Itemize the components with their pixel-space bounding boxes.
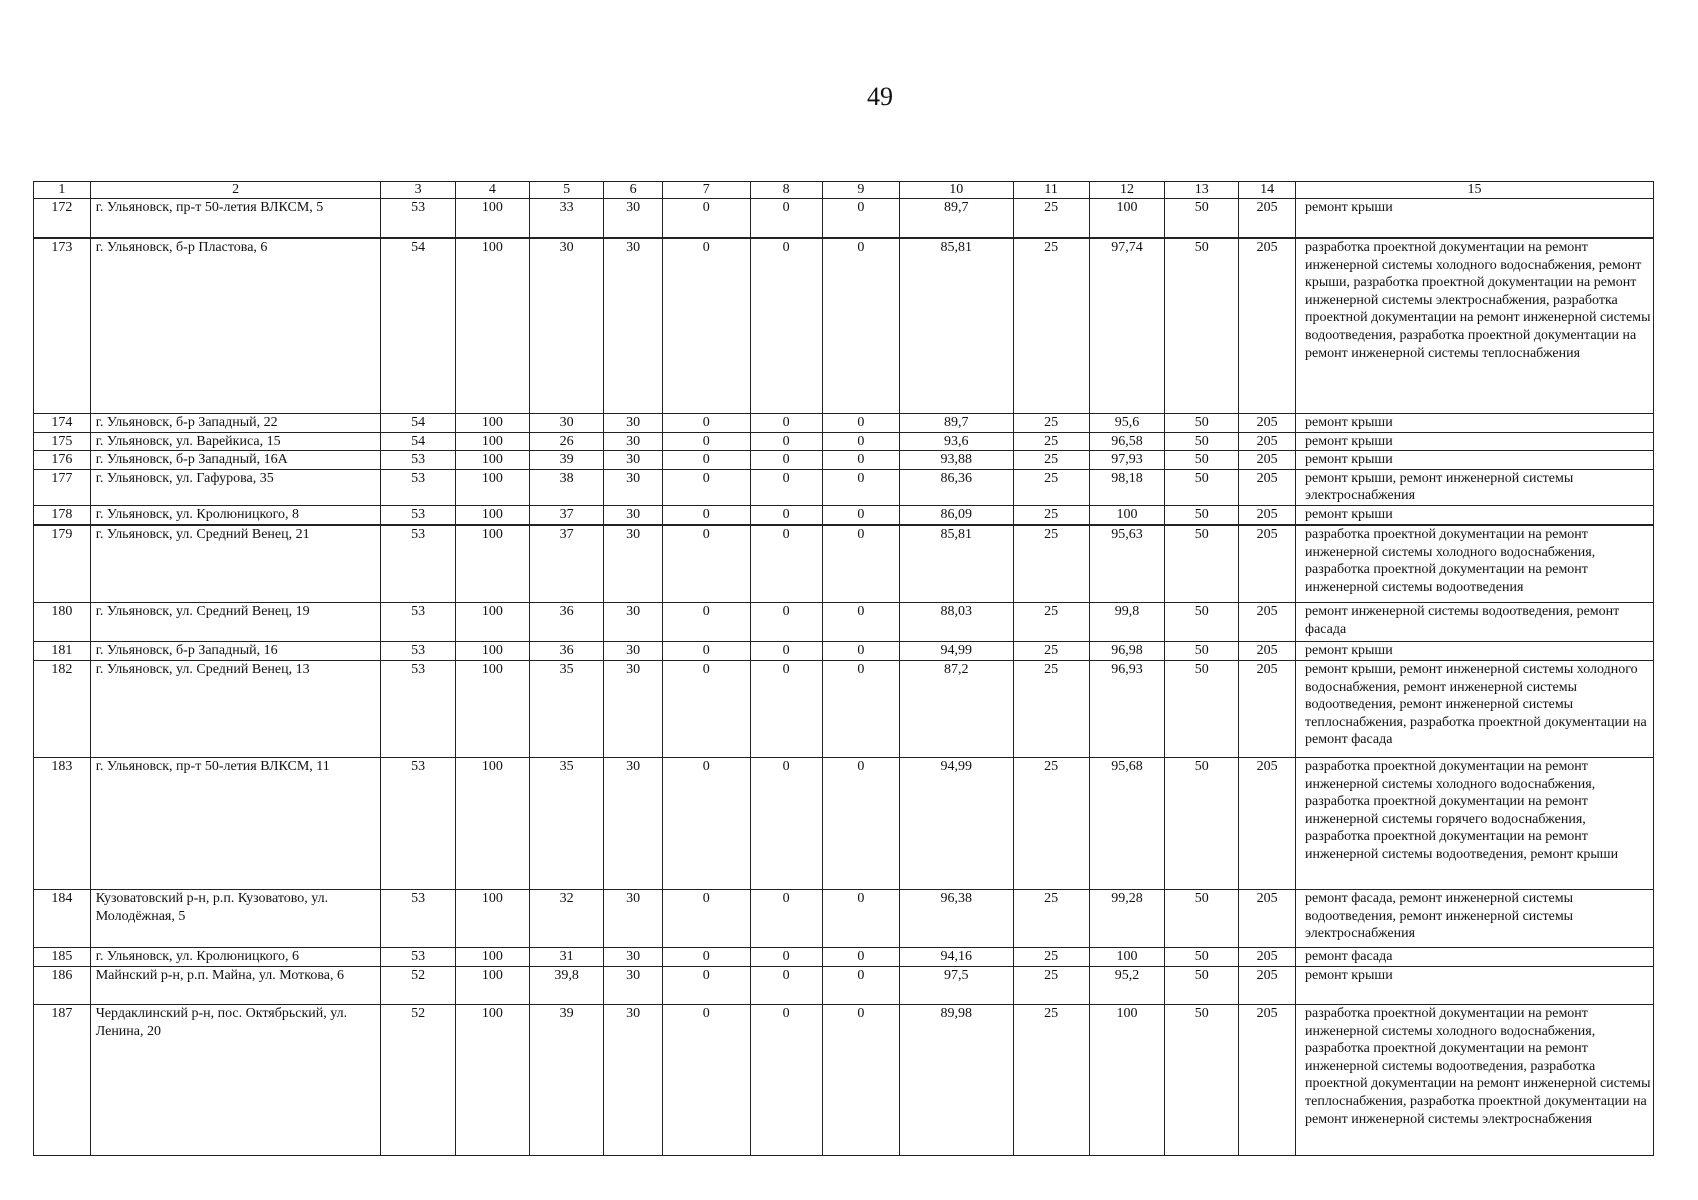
value-col11: 25	[1013, 525, 1089, 603]
address-cell: г. Ульяновск, б-р Западный, 22	[90, 414, 381, 433]
value-col11: 25	[1013, 966, 1089, 1004]
value-col7: 0	[662, 432, 750, 451]
value-col6: 30	[604, 602, 663, 641]
value-col7: 0	[662, 414, 750, 433]
works-cell: ремонт инженерной системы водоотведения, ремонт фасада	[1296, 602, 1654, 641]
table-row	[34, 602, 1654, 641]
address-cell: г. Ульяновск, ул. Варейкиса, 15	[90, 432, 381, 451]
table-row	[34, 966, 1654, 1004]
value-col14: 205	[1239, 238, 1296, 414]
value-col8: 0	[750, 238, 822, 414]
value-col3: 52	[381, 966, 455, 1004]
value-col13: 50	[1165, 757, 1239, 889]
value-col13: 50	[1165, 432, 1239, 451]
column-header: 12	[1089, 182, 1164, 199]
value-col4: 100	[455, 451, 529, 470]
value-col9: 0	[822, 469, 899, 505]
value-col14: 205	[1239, 414, 1296, 433]
column-header: 14	[1239, 182, 1296, 199]
value-col7: 0	[662, 889, 750, 947]
value-col3: 53	[381, 947, 455, 966]
value-col5: 32	[529, 889, 603, 947]
row-number: 181	[34, 641, 91, 660]
value-col13: 50	[1165, 505, 1239, 525]
value-col12: 95,6	[1089, 414, 1164, 433]
value-col3: 54	[381, 432, 455, 451]
value-col6: 30	[604, 1004, 663, 1155]
value-col3: 54	[381, 414, 455, 433]
value-col10: 85,81	[900, 525, 1013, 603]
value-col12: 97,93	[1089, 451, 1164, 470]
table-row	[34, 414, 1654, 433]
value-col5: 36	[529, 602, 603, 641]
row-number: 178	[34, 505, 91, 525]
value-col13: 50	[1165, 1004, 1239, 1155]
value-col3: 53	[381, 451, 455, 470]
works-cell: ремонт крыши	[1296, 199, 1654, 239]
value-col9: 0	[822, 451, 899, 470]
value-col10: 93,6	[900, 432, 1013, 451]
value-col10: 89,98	[900, 1004, 1013, 1155]
value-col9: 0	[822, 602, 899, 641]
value-col8: 0	[750, 660, 822, 757]
value-col12: 96,58	[1089, 432, 1164, 451]
value-col4: 100	[455, 505, 529, 525]
value-col14: 205	[1239, 757, 1296, 889]
column-header: 15	[1296, 182, 1654, 199]
table-row	[34, 660, 1654, 757]
value-col3: 53	[381, 525, 455, 603]
value-col7: 0	[662, 469, 750, 505]
value-col8: 0	[750, 1004, 822, 1155]
value-col6: 30	[604, 525, 663, 603]
value-col4: 100	[455, 757, 529, 889]
value-col6: 30	[604, 505, 663, 525]
address-cell: г. Ульяновск, пр-т 50-летия ВЛКСМ, 5	[90, 199, 381, 239]
table-row	[34, 469, 1654, 505]
value-col10: 86,36	[900, 469, 1013, 505]
value-col14: 205	[1239, 469, 1296, 505]
value-col6: 30	[604, 757, 663, 889]
value-col5: 26	[529, 432, 603, 451]
value-col14: 205	[1239, 432, 1296, 451]
value-col8: 0	[750, 757, 822, 889]
value-col6: 30	[604, 889, 663, 947]
value-col7: 0	[662, 451, 750, 470]
value-col9: 0	[822, 238, 899, 414]
table-row	[34, 889, 1654, 947]
value-col10: 86,09	[900, 505, 1013, 525]
value-col9: 0	[822, 525, 899, 603]
value-col7: 0	[662, 641, 750, 660]
value-col4: 100	[455, 414, 529, 433]
address-cell: г. Ульяновск, ул. Гафурова, 35	[90, 469, 381, 505]
works-cell: ремонт крыши, ремонт инженерной системы холодного водоснабжения, ремонт инженерной системы водоотведения, ремонт инженерной системы теплоснабжения, разработка проектной документации на ремонт фасада	[1296, 660, 1654, 757]
value-col3: 53	[381, 469, 455, 505]
value-col7: 0	[662, 757, 750, 889]
value-col14: 205	[1239, 505, 1296, 525]
value-col8: 0	[750, 525, 822, 603]
address-cell: г. Ульяновск, б-р Западный, 16	[90, 641, 381, 660]
value-col12: 100	[1089, 199, 1164, 239]
value-col7: 0	[662, 238, 750, 414]
value-col14: 205	[1239, 660, 1296, 757]
address-cell: г. Ульяновск, ул. Кролюницкого, 6	[90, 947, 381, 966]
value-col4: 100	[455, 469, 529, 505]
value-col9: 0	[822, 660, 899, 757]
value-col10: 94,99	[900, 641, 1013, 660]
works-cell: ремонт фасада	[1296, 947, 1654, 966]
column-header: 8	[750, 182, 822, 199]
row-number: 187	[34, 1004, 91, 1155]
value-col11: 25	[1013, 1004, 1089, 1155]
works-cell: ремонт крыши	[1296, 641, 1654, 660]
value-col11: 25	[1013, 602, 1089, 641]
value-col5: 30	[529, 238, 603, 414]
row-number: 185	[34, 947, 91, 966]
value-col7: 0	[662, 947, 750, 966]
works-cell: ремонт крыши, ремонт инженерной системы электроснабжения	[1296, 469, 1654, 505]
column-header: 11	[1013, 182, 1089, 199]
value-col3: 54	[381, 238, 455, 414]
value-col3: 53	[381, 602, 455, 641]
address-cell: Майнский р-н, р.п. Майна, ул. Моткова, 6	[90, 966, 381, 1004]
table-row	[34, 451, 1654, 470]
value-col4: 100	[455, 602, 529, 641]
value-col14: 205	[1239, 947, 1296, 966]
value-col12: 95,63	[1089, 525, 1164, 603]
value-col13: 50	[1165, 966, 1239, 1004]
value-col5: 36	[529, 641, 603, 660]
address-cell: г. Ульяновск, ул. Средний Венец, 21	[90, 525, 381, 603]
table-row	[34, 1004, 1654, 1155]
value-col7: 0	[662, 660, 750, 757]
value-col12: 100	[1089, 1004, 1164, 1155]
value-col12: 99,8	[1089, 602, 1164, 641]
column-header: 3	[381, 182, 455, 199]
value-col11: 25	[1013, 432, 1089, 451]
value-col10: 96,38	[900, 889, 1013, 947]
value-col4: 100	[455, 947, 529, 966]
value-col12: 97,74	[1089, 238, 1164, 414]
value-col3: 52	[381, 1004, 455, 1155]
value-col9: 0	[822, 947, 899, 966]
value-col10: 94,99	[900, 757, 1013, 889]
value-col5: 31	[529, 947, 603, 966]
column-header: 2	[90, 182, 381, 199]
value-col11: 25	[1013, 641, 1089, 660]
address-cell: г. Ульяновск, ул. Кролюницкого, 8	[90, 505, 381, 525]
page-number: 49	[867, 82, 893, 111]
value-col6: 30	[604, 432, 663, 451]
column-header: 1	[34, 182, 91, 199]
value-col7: 0	[662, 525, 750, 603]
table-row	[34, 432, 1654, 451]
value-col10: 88,03	[900, 602, 1013, 641]
value-col10: 89,7	[900, 414, 1013, 433]
value-col3: 53	[381, 199, 455, 239]
value-col13: 50	[1165, 469, 1239, 505]
value-col5: 35	[529, 660, 603, 757]
value-col10: 97,5	[900, 966, 1013, 1004]
value-col7: 0	[662, 1004, 750, 1155]
value-col5: 39,8	[529, 966, 603, 1004]
row-number: 175	[34, 432, 91, 451]
address-cell: Чердаклинский р-н, пос. Октябрьский, ул. Ленина, 20	[90, 1004, 381, 1155]
column-header: 4	[455, 182, 529, 199]
value-col6: 30	[604, 660, 663, 757]
repair-registry-table	[33, 181, 1654, 1156]
value-col7: 0	[662, 602, 750, 641]
value-col12: 99,28	[1089, 889, 1164, 947]
value-col9: 0	[822, 889, 899, 947]
value-col11: 25	[1013, 451, 1089, 470]
value-col10: 93,88	[900, 451, 1013, 470]
value-col13: 50	[1165, 525, 1239, 603]
value-col5: 39	[529, 1004, 603, 1155]
address-cell: г. Ульяновск, ул. Средний Венец, 13	[90, 660, 381, 757]
value-col13: 50	[1165, 660, 1239, 757]
works-cell: разработка проектной документации на ремонт инженерной системы холодного водоснабжения, разработка проектной документации на ремонт инженерной системы водоотведения, разработка проектной документации на ремонт инженерной системы теплоснабжения, разработка проектной документации на ремонт инженерной системы электроснабжения	[1296, 1004, 1654, 1155]
value-col14: 205	[1239, 199, 1296, 239]
value-col11: 25	[1013, 199, 1089, 239]
works-cell: разработка проектной документации на ремонт инженерной системы холодного водоснабжения, ремонт крыши, разработка проектной документации на ремонт инженерной системы электроснабжения, разработка проектной документации на ремонт инженерной системы водоотведения, разработка проектной документации на ремонт инженерной системы теплоснабжения	[1296, 238, 1654, 414]
value-col7: 0	[662, 199, 750, 239]
value-col8: 0	[750, 966, 822, 1004]
value-col11: 25	[1013, 889, 1089, 947]
table-header-row	[34, 182, 1654, 199]
table-row	[34, 199, 1654, 239]
value-col8: 0	[750, 889, 822, 947]
row-number: 184	[34, 889, 91, 947]
value-col4: 100	[455, 966, 529, 1004]
row-number: 174	[34, 414, 91, 433]
value-col4: 100	[455, 1004, 529, 1155]
column-header: 10	[900, 182, 1013, 199]
value-col13: 50	[1165, 199, 1239, 239]
value-col14: 205	[1239, 641, 1296, 660]
value-col5: 35	[529, 757, 603, 889]
column-header: 9	[822, 182, 899, 199]
value-col6: 30	[604, 414, 663, 433]
value-col4: 100	[455, 525, 529, 603]
value-col12: 96,93	[1089, 660, 1164, 757]
works-cell: ремонт крыши	[1296, 414, 1654, 433]
value-col12: 98,18	[1089, 469, 1164, 505]
value-col14: 205	[1239, 889, 1296, 947]
value-col4: 100	[455, 238, 529, 414]
row-number: 186	[34, 966, 91, 1004]
table-row	[34, 641, 1654, 660]
row-number: 172	[34, 199, 91, 239]
value-col10: 89,7	[900, 199, 1013, 239]
column-header: 13	[1165, 182, 1239, 199]
row-number: 173	[34, 238, 91, 414]
value-col11: 25	[1013, 414, 1089, 433]
value-col13: 50	[1165, 414, 1239, 433]
table-row	[34, 947, 1654, 966]
value-col6: 30	[604, 469, 663, 505]
value-col11: 25	[1013, 757, 1089, 889]
value-col3: 53	[381, 641, 455, 660]
value-col13: 50	[1165, 238, 1239, 414]
works-cell: разработка проектной документации на ремонт инженерной системы холодного водоснабжения, разработка проектной документации на ремонт инженерной системы водоотведения	[1296, 525, 1654, 603]
value-col8: 0	[750, 199, 822, 239]
value-col11: 25	[1013, 947, 1089, 966]
value-col4: 100	[455, 641, 529, 660]
value-col8: 0	[750, 947, 822, 966]
value-col12: 95,2	[1089, 966, 1164, 1004]
value-col9: 0	[822, 414, 899, 433]
works-cell: ремонт фасада, ремонт инженерной системы водоотведения, ремонт инженерной системы электроснабжения	[1296, 889, 1654, 947]
value-col5: 39	[529, 451, 603, 470]
works-cell: ремонт крыши	[1296, 451, 1654, 470]
address-cell: г. Ульяновск, пр-т 50-летия ВЛКСМ, 11	[90, 757, 381, 889]
works-cell: ремонт крыши	[1296, 966, 1654, 1004]
value-col4: 100	[455, 199, 529, 239]
value-col5: 33	[529, 199, 603, 239]
value-col9: 0	[822, 505, 899, 525]
address-cell: г. Ульяновск, ул. Средний Венец, 19	[90, 602, 381, 641]
value-col6: 30	[604, 641, 663, 660]
value-col3: 53	[381, 505, 455, 525]
value-col8: 0	[750, 414, 822, 433]
value-col12: 96,98	[1089, 641, 1164, 660]
value-col6: 30	[604, 199, 663, 239]
row-number: 177	[34, 469, 91, 505]
value-col5: 37	[529, 525, 603, 603]
address-cell: г. Ульяновск, б-р Западный, 16А	[90, 451, 381, 470]
value-col13: 50	[1165, 889, 1239, 947]
value-col14: 205	[1239, 602, 1296, 641]
value-col14: 205	[1239, 1004, 1296, 1155]
value-col7: 0	[662, 505, 750, 525]
value-col9: 0	[822, 966, 899, 1004]
column-header: 6	[604, 182, 663, 199]
value-col12: 100	[1089, 505, 1164, 525]
value-col11: 25	[1013, 238, 1089, 414]
value-col9: 0	[822, 757, 899, 889]
row-number: 180	[34, 602, 91, 641]
value-col10: 87,2	[900, 660, 1013, 757]
value-col8: 0	[750, 641, 822, 660]
value-col13: 50	[1165, 947, 1239, 966]
address-cell: г. Ульяновск, б-р Пластова, 6	[90, 238, 381, 414]
column-header: 7	[662, 182, 750, 199]
value-col10: 94,16	[900, 947, 1013, 966]
value-col10: 85,81	[900, 238, 1013, 414]
value-col8: 0	[750, 505, 822, 525]
value-col6: 30	[604, 966, 663, 1004]
value-col13: 50	[1165, 451, 1239, 470]
value-col8: 0	[750, 469, 822, 505]
column-header: 5	[529, 182, 603, 199]
value-col8: 0	[750, 451, 822, 470]
value-col5: 37	[529, 505, 603, 525]
value-col3: 53	[381, 757, 455, 889]
value-col4: 100	[455, 432, 529, 451]
value-col12: 95,68	[1089, 757, 1164, 889]
works-cell: ремонт крыши	[1296, 505, 1654, 525]
value-col11: 25	[1013, 660, 1089, 757]
value-col8: 0	[750, 602, 822, 641]
works-cell: ремонт крыши	[1296, 432, 1654, 451]
value-col14: 205	[1239, 525, 1296, 603]
value-col13: 50	[1165, 602, 1239, 641]
value-col14: 205	[1239, 451, 1296, 470]
table-row	[34, 525, 1654, 603]
works-cell: разработка проектной документации на ремонт инженерной системы холодного водоснабжения, разработка проектной документации на ремонт инженерной системы горячего водоснабжения, разработка проектной документации на ремонт инженерной системы водоотведения, ремонт крыши	[1296, 757, 1654, 889]
value-col5: 38	[529, 469, 603, 505]
value-col11: 25	[1013, 505, 1089, 525]
value-col14: 205	[1239, 966, 1296, 1004]
value-col6: 30	[604, 451, 663, 470]
value-col6: 30	[604, 947, 663, 966]
value-col3: 53	[381, 889, 455, 947]
row-number: 182	[34, 660, 91, 757]
value-col7: 0	[662, 966, 750, 1004]
row-number: 183	[34, 757, 91, 889]
value-col6: 30	[604, 238, 663, 414]
value-col9: 0	[822, 1004, 899, 1155]
value-col12: 100	[1089, 947, 1164, 966]
value-col13: 50	[1165, 641, 1239, 660]
value-col4: 100	[455, 660, 529, 757]
value-col9: 0	[822, 641, 899, 660]
row-number: 179	[34, 525, 91, 603]
value-col3: 53	[381, 660, 455, 757]
row-number: 176	[34, 451, 91, 470]
value-col4: 100	[455, 889, 529, 947]
value-col9: 0	[822, 432, 899, 451]
value-col9: 0	[822, 199, 899, 239]
value-col8: 0	[750, 432, 822, 451]
address-cell: Кузоватовский р-н, р.п. Кузоватово, ул. Молодёжная, 5	[90, 889, 381, 947]
table-row	[34, 505, 1654, 525]
value-col11: 25	[1013, 469, 1089, 505]
table-row	[34, 238, 1654, 414]
table-row	[34, 757, 1654, 889]
value-col5: 30	[529, 414, 603, 433]
